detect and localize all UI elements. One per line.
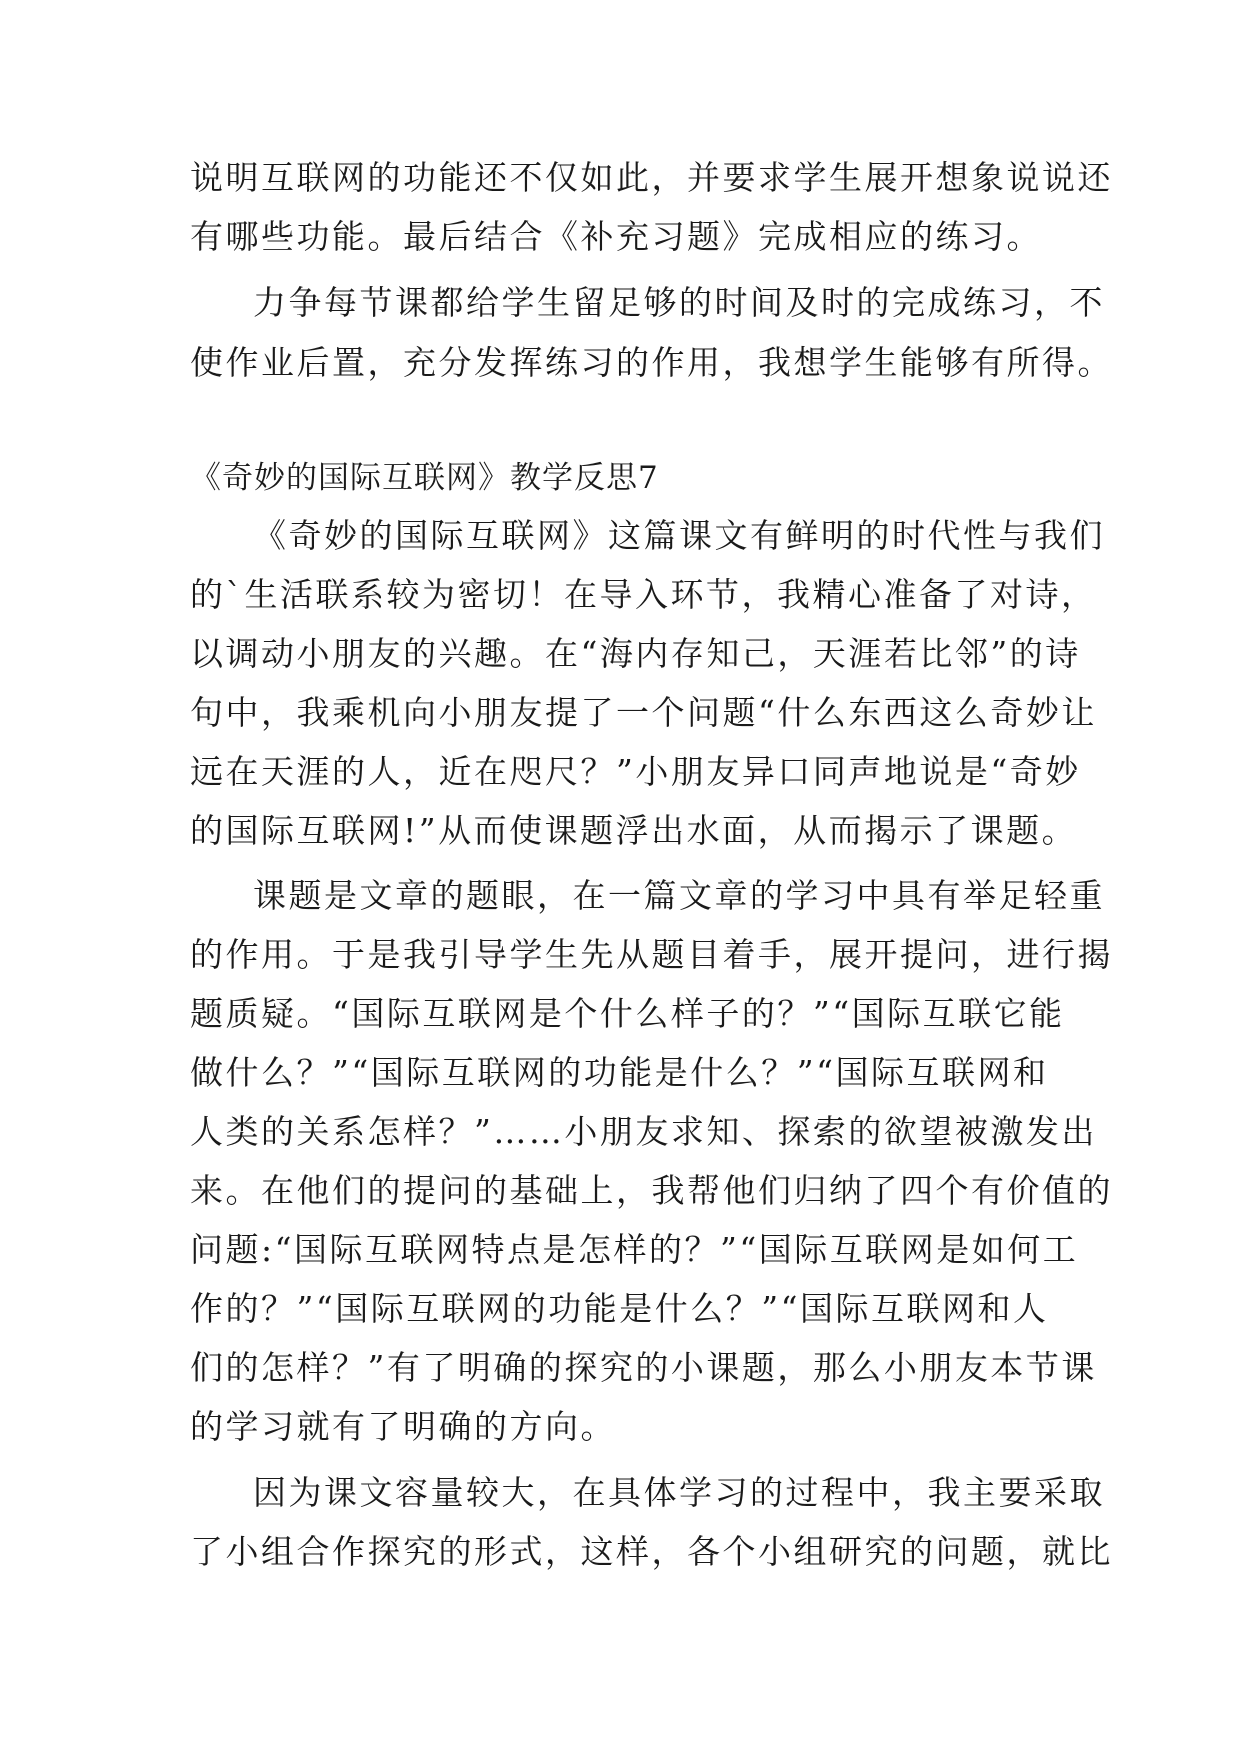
text-line: 课题是文章的题眼，在一篇文章的学习中具有举足轻重 — [253, 876, 1105, 915]
text-line: 说明互联网的功能还不仅如此，并要求学生展开想象说说还 — [190, 158, 1113, 197]
text-line: 问题:“国际互联网特点是怎样的？”“国际互联网是如何工 — [190, 1230, 1079, 1269]
text-line: 《奇妙的国际互联网》这篇课文有鲜明的时代性与我们 — [253, 516, 1105, 555]
text-line: 了小组合作探究的形式，这样，各个小组研究的问题，就比 — [190, 1532, 1113, 1571]
text-line: 做什么？”“国际互联网的功能是什么？”“国际互联网和 — [190, 1053, 1049, 1092]
text-line: 的`生活联系较为密切！在导入环节，我精心准备了对诗， — [190, 575, 1097, 614]
text-line: 有哪些功能。最后结合《补充习题》完成相应的练习。 — [190, 217, 1042, 256]
text-line: 的国际互联网!”从而使课题浮出水面，从而揭示了课题。 — [190, 811, 1078, 850]
text-line: 的作用。于是我引导学生先从题目着手，展开提问，进行揭 — [190, 935, 1113, 974]
text-line: 使作业后置，充分发挥练习的作用，我想学生能够有所得。 — [190, 343, 1113, 382]
text-line: 远在天涯的人，近在咫尺？”小朋友异口同声地说是“奇妙 — [190, 752, 1081, 791]
text-line: 句中，我乘机向小朋友提了一个问题“什么东西这么奇妙让 — [190, 693, 1097, 732]
text-line: 力争每节课都给学生留足够的时间及时的完成练习，不 — [253, 283, 1105, 322]
text-line: 来。在他们的提问的基础上，我帮他们归纳了四个有价值的 — [190, 1171, 1113, 1210]
text-line: 作的？”“国际互联网的功能是什么？”“国际互联网和人 — [190, 1289, 1049, 1328]
text-line: 的学习就有了明确的方向。 — [190, 1407, 616, 1446]
text-line: 题质疑。“国际互联网是个什么样子的？”“国际互联它能 — [190, 994, 1065, 1033]
text-line: 人类的关系怎样？”……小朋友求知、探索的欲望被激发出 — [190, 1112, 1097, 1151]
section-heading: 《奇妙的国际互联网》教学反思7 — [190, 460, 659, 496]
text-line: 们的怎样？”有了明确的探究的小课题，那么小朋友本节课 — [190, 1348, 1097, 1387]
text-line: 以调动小朋友的兴趣。在“海内存知己，天涯若比邻”的诗 — [190, 634, 1081, 673]
text-line: 因为课文容量较大，在具体学习的过程中，我主要采取 — [253, 1473, 1105, 1512]
